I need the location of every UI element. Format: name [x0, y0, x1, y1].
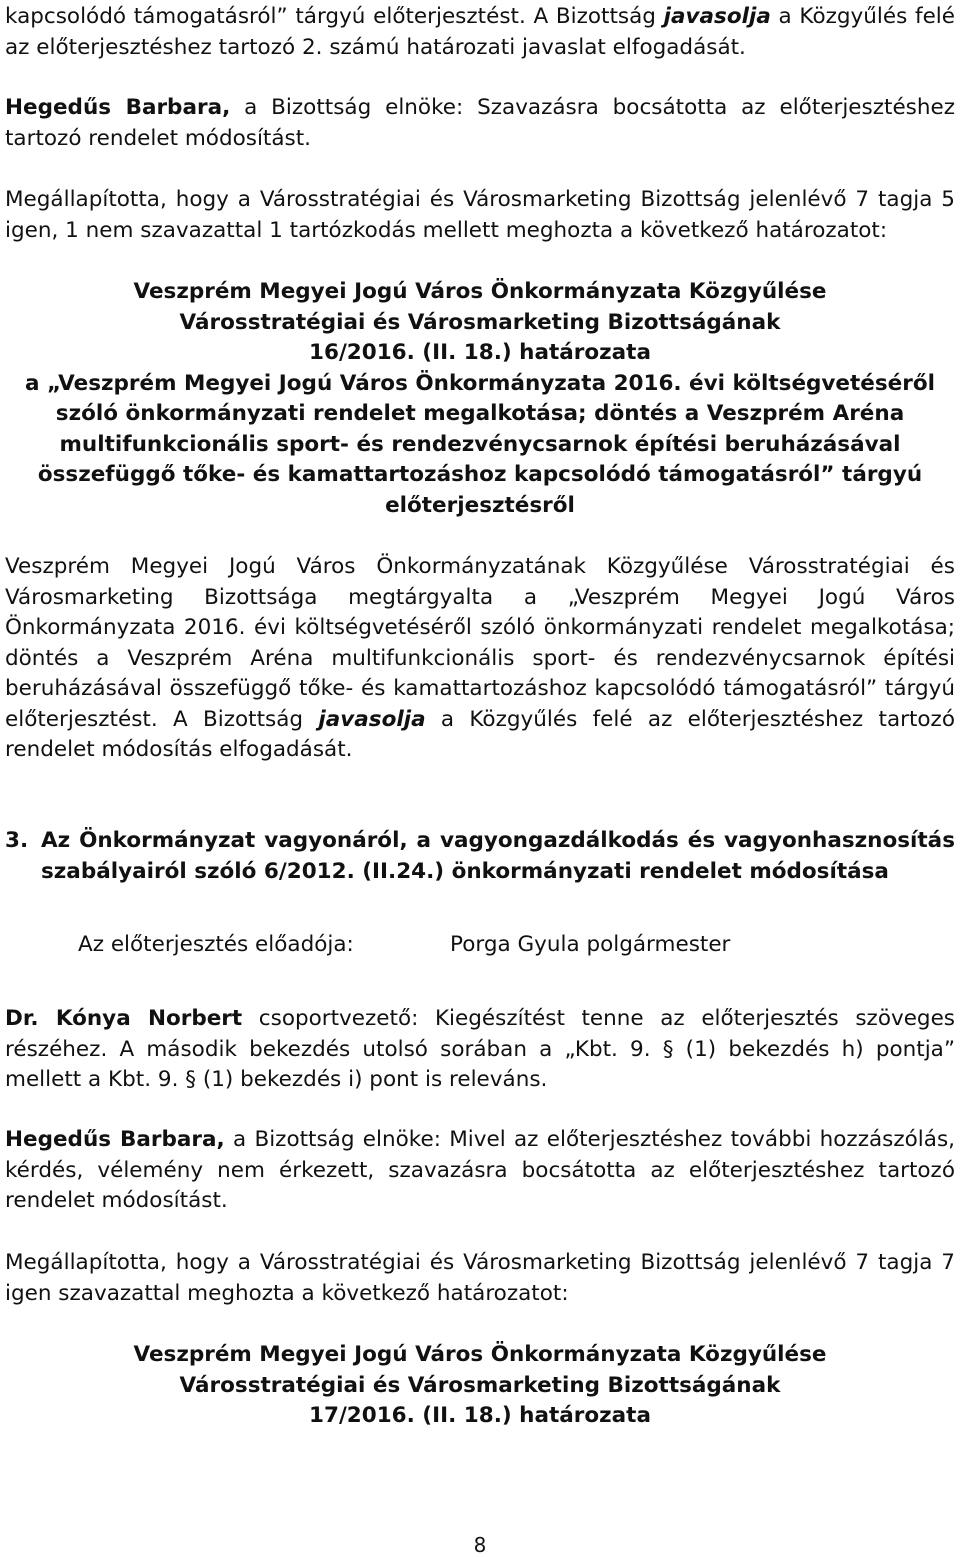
vote-result-2: Megállapította, hogy a Városstratégiai és Városmarketing Bizottság jelenlévő 7 tagja 7 igen szavazattal meghozta a következő határozatot:	[5, 1250, 955, 1306]
speaker-name: Hegedűs Barbara,	[5, 95, 231, 120]
speaker-text: a Bizottság elnöke: Mivel az előterjesztéshez további hozzászólás, kérdés, vélemény nem érkezett, szavazásra bocsátotta az előterjesztéshez tartozó rendelet módosítást.	[5, 1127, 955, 1213]
resolution-2-heading	[5, 1340, 955, 1432]
presenter-name: Porga Gyula polgármester	[450, 932, 731, 957]
top-paragraph	[5, 2, 955, 63]
top-paragraph-emphasis: javasolja	[663, 4, 771, 29]
speaker-name: Dr. Kónya Norbert	[5, 1006, 243, 1031]
top-paragraph-text: kapcsolódó támogatásról” tárgyú előterjesztést. A Bizottság	[5, 4, 664, 29]
resolution-number: 16/2016. (II. 18.) határozata	[309, 340, 651, 365]
speaker-text: a Bizottság elnöke: Szavazásra bocsátotta az előterjesztéshez tartozó rendelet módosítást.	[5, 95, 956, 151]
resolution-1-body	[5, 552, 955, 766]
resolution-subject-line: multifunkcionális sport- és rendezvénycsarnok építési beruházásával	[59, 431, 901, 457]
resolution-heading-line: Veszprém Megyei Jogú Város Önkormányzata Közgyűlése	[133, 279, 827, 304]
agenda-item-3	[5, 826, 955, 887]
chair-remark-1	[5, 93, 955, 154]
top-paragraph-text-end: a Közgyűlés felé az előterjesztéshez tartozó 2. számú határozati javaslat elfogadását.	[5, 4, 955, 60]
konya-remark	[5, 1004, 955, 1096]
resolution-heading-line: Veszprém Megyei Jogú Város Önkormányzata Közgyűlése	[133, 1342, 827, 1367]
speaker-text: csoportvezető: Kiegészítést tenne az előterjesztés szöveges részéhez. A második bekezdés utolsó sorában a „Kbt. 9. § (1) bekezdés h) pontja” mellett a Kbt. 9. § (1) bekezdés i) pont is releváns.	[5, 1006, 955, 1092]
vote-result-1: Megállapította, hogy a Városstratégiai és Városmarketing Bizottság jelenlévő 7 tagja 5 igen, 1 nem szavazattal 1 tartózkodás mellett meghozta a következő határozatot:	[5, 187, 955, 243]
resolution-subject-line: összefüggő tőke- és kamattartozáshoz kapcsolódó támogatásról” tárgyú	[37, 462, 923, 487]
resolution-subject-line: szóló önkormányzati rendelet megalkotása; döntés a Veszprém Aréna	[55, 401, 905, 426]
resolution-subject-line: előterjesztésről	[385, 492, 575, 518]
speaker-name: Hegedűs Barbara,	[5, 1127, 225, 1152]
resolution-subject-line: a „Veszprém Megyei Jogú Város Önkormányzata 2016. évi költségvetéséről	[24, 370, 935, 396]
resolution-heading-line: Városstratégiai és Városmarketing Bizottságának	[179, 1372, 781, 1398]
agenda-item-title: Az Önkormányzat vagyonáról, a vagyongazdálkodás és vagyonhasznosítás szabályairól szóló 6/2012. (II.24.) önkormányzati rendelet módosítása	[41, 828, 955, 884]
resolution-1-heading	[5, 277, 955, 521]
resolution-body-text: Veszprém Megyei Jogú Város Önkormányzatának Közgyűlése Városstratégiai és Városmarketing Bizottsága megtárgyalta a „Veszprém Megyei Jogú Város Önkormányzata 2016. évi költségvetéséről szóló önkormányzati rendelet megalkotása; döntés a Veszprém Aréna multifunkcionális sport- és rendezvénycsarnok építési beruházásával összefüggő tőke- és kamattartozáshoz kapcsolódó támogatásról” tárgyú előterjesztést. A Bizottság	[5, 554, 955, 732]
resolution-body-emphasis: javasolja	[318, 706, 426, 732]
page-number: 8	[473, 1533, 487, 1557]
chair-remark-2	[5, 1125, 955, 1217]
resolution-number: 17/2016. (II. 18.) határozata	[309, 1403, 651, 1428]
agenda-item-number: 3.	[5, 828, 29, 853]
presenter-label: Az előterjesztés előadója:	[78, 932, 354, 957]
resolution-heading-line: Városstratégiai és Városmarketing Bizottságának	[179, 309, 781, 335]
resolution-body-text-end: a Közgyűlés felé az előterjesztéshez tartozó rendelet módosítás elfogadását.	[5, 706, 956, 762]
